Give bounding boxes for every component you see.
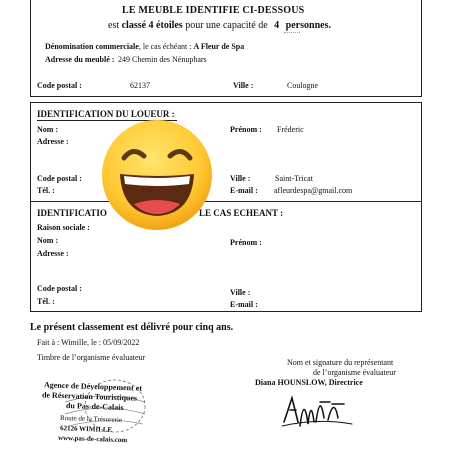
loueur-section-title: IDENTIFICATION DU LOUEUR : bbox=[37, 109, 175, 119]
denomination-label: Dénomination commerciale bbox=[45, 42, 139, 51]
stamp-line-4: Route de la Trésorerie bbox=[59, 413, 123, 425]
denomination-note: , le cas échéant : bbox=[138, 42, 192, 51]
timbre-label: Timbre de l’organisme évaluateur bbox=[37, 353, 146, 362]
round-stamp-icon bbox=[45, 372, 153, 444]
signature-caption-line2: de l’organisme évaluateur bbox=[313, 368, 396, 377]
loueur-email-value: afleurdespa@gmail.com bbox=[274, 186, 353, 195]
mandataire-code-postal-label: Code postal : bbox=[37, 284, 82, 293]
mandataire-ville-label: Ville : bbox=[230, 288, 251, 297]
section-divider bbox=[30, 201, 422, 202]
mandataire-adresse-label: Adresse : bbox=[37, 249, 69, 258]
ville-meuble-label: Ville : bbox=[233, 81, 254, 90]
classement-line bbox=[108, 20, 331, 31]
mandataire-nom-label: Nom : bbox=[37, 236, 59, 245]
signature-caption-line1: Nom et signature du représentant bbox=[287, 358, 394, 367]
mandataire-title-left: IDENTIFICATIO bbox=[37, 208, 107, 218]
denomination-value: A Fleur de Spa bbox=[193, 42, 245, 51]
classement-pre: est bbox=[108, 20, 120, 31]
mandataire-tel-label: Tél. : bbox=[37, 297, 55, 306]
document-title: LE MEUBLE IDENTIFIE CI-DESSOUS bbox=[122, 5, 305, 16]
code-postal-meuble-value: 62137 bbox=[130, 81, 150, 90]
mandataire-email-label: E-mail : bbox=[230, 300, 258, 309]
adresse-meuble-value: 249 Chemin des Nénuphars bbox=[118, 55, 207, 64]
grinning-face-icon bbox=[100, 118, 214, 232]
loueur-nom-label: Nom : bbox=[37, 125, 59, 134]
handwritten-signature-icon bbox=[278, 388, 358, 430]
stamp-line-5: 62126 WIMILLE bbox=[59, 424, 113, 434]
mandataire-title-right: LE CAS ECHEANT : bbox=[199, 208, 284, 218]
denomination-line bbox=[45, 42, 244, 51]
stamp-line-2: de Réservation Touristiques bbox=[41, 390, 138, 403]
stamp-line-3: du Pas-de-Calais bbox=[65, 400, 124, 413]
stamp-line-1: Agence de Développement et bbox=[43, 380, 143, 393]
loueur-prenom-value: Fréderic bbox=[277, 125, 304, 134]
loueur-tel-label: Tél. : bbox=[37, 186, 55, 195]
loueur-code-postal-label: Code postal : bbox=[37, 174, 82, 183]
signatory-name: Diana HOUNSLOW, Directrice bbox=[255, 378, 363, 387]
stamp-line-6: www.pas-de-calais.com bbox=[57, 433, 128, 445]
fait-a-line: Fait à : Wimille, le : 05/09/2022 bbox=[37, 338, 140, 347]
raison-sociale-label: Raison sociale : bbox=[37, 223, 90, 232]
loueur-ville-value: Saint-Tricat bbox=[275, 174, 313, 183]
classement-mid: pour une capacité de bbox=[185, 20, 268, 31]
loueur-email-label: E-mail : bbox=[230, 186, 258, 195]
mandataire-prenom-label: Prénom : bbox=[230, 238, 262, 247]
validity-statement: Le présent classement est délivré pour cinq ans. bbox=[30, 322, 234, 333]
loueur-adresse-label: Adresse : bbox=[37, 137, 69, 146]
code-postal-meuble-label: Code postal : bbox=[37, 81, 82, 90]
ville-meuble-value: Coulogne bbox=[287, 81, 319, 90]
classement-post: personnes. bbox=[285, 20, 331, 31]
loueur-box bbox=[30, 102, 422, 312]
loueur-prenom-label: Prénom : bbox=[230, 125, 262, 134]
adresse-meuble-label: Adresse du meublé : bbox=[45, 55, 115, 64]
capacity-dotted-line bbox=[284, 32, 300, 33]
loueur-ville-label: Ville : bbox=[230, 174, 251, 183]
capacity-value: 4 bbox=[274, 20, 280, 31]
classement-stars: classé 4 étoiles bbox=[121, 20, 183, 31]
